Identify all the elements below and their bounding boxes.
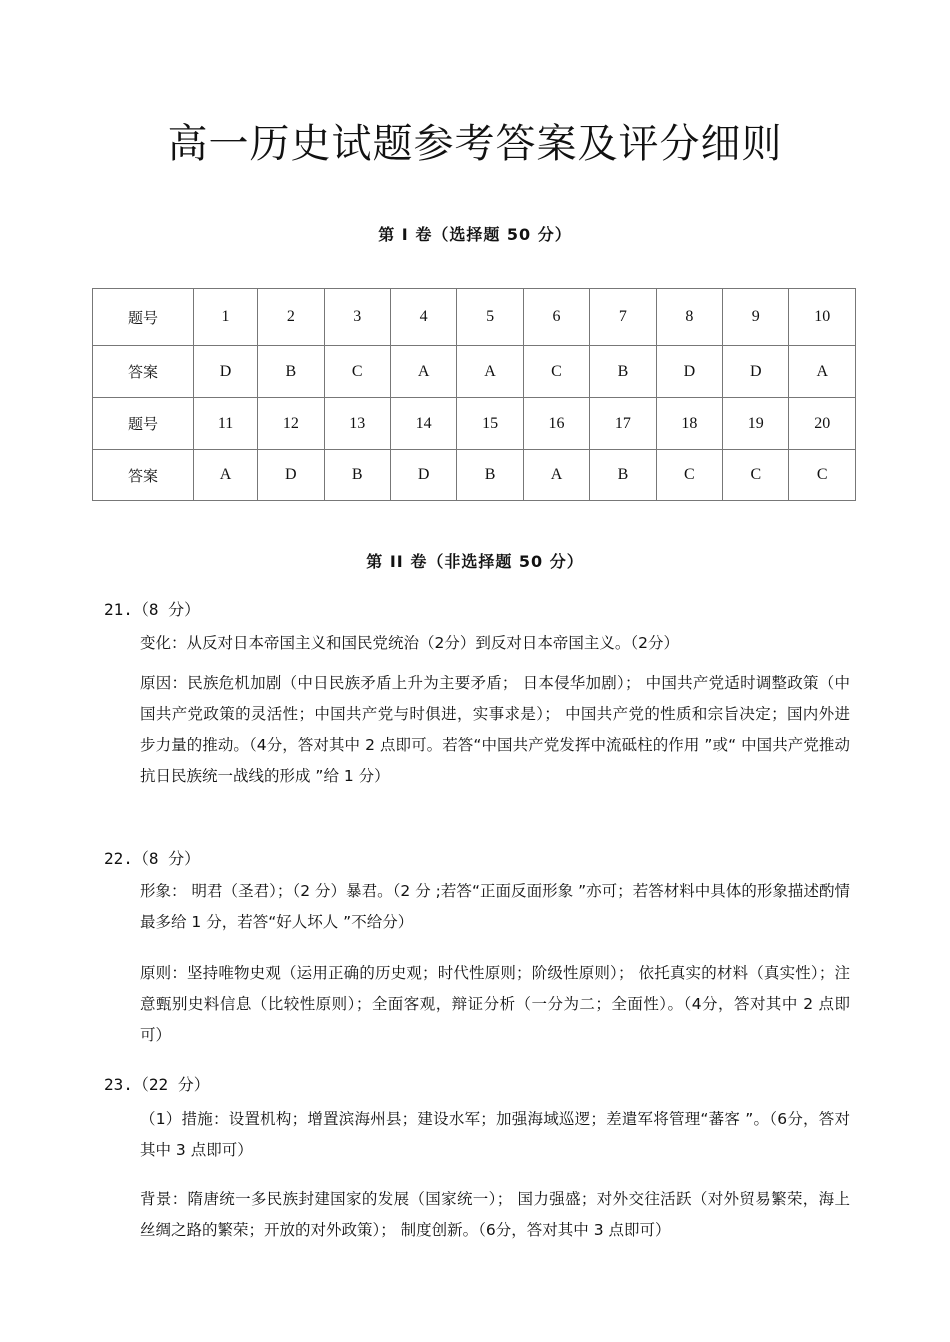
table-cell: C: [723, 450, 789, 501]
question-21-change: [104, 628, 850, 659]
answer-table: [92, 288, 856, 501]
table-cell: B: [457, 450, 523, 501]
table-cell: D: [723, 346, 789, 398]
table-cell: 6: [523, 289, 589, 346]
row-label: 答案: [93, 346, 194, 398]
table-cell: 8: [656, 289, 722, 346]
question-23-heading: 23.（22 分）: [104, 1075, 210, 1094]
table-cell: C: [656, 450, 722, 501]
table-cell: 13: [324, 398, 390, 450]
question-22-image: [104, 876, 850, 938]
question-23-background: [104, 1184, 850, 1246]
table-cell: 14: [390, 398, 456, 450]
table-cell: D: [194, 346, 258, 398]
table-cell: A: [457, 346, 523, 398]
table-cell: 15: [457, 398, 523, 450]
paragraph-text: （1）措施：设置机构；增置滨海州县；建设水军；加强海域巡逻；差遣军将管理“蕃客 ”。（6分，答对其中 3 点即可）: [140, 1110, 850, 1159]
paragraph-text: 原则：坚持唯物史观（运用正确的历史观；时代性原则；阶级性原则）； 依托真实的材料（真实性）；注意甄别史料信息（比较性原则）；全面客观，辩证分析（一分为二；全面性）。（4分，答对其中 2 点即可）: [140, 964, 850, 1044]
table-cell: A: [523, 450, 589, 501]
paragraph-text: 变化：从反对日本帝国主义和国民党统治（2分）到反对日本帝国主义。（2分）: [140, 634, 679, 652]
table-cell: D: [390, 450, 456, 501]
table-row: [93, 450, 856, 501]
table-cell: D: [258, 450, 324, 501]
table-cell: 19: [723, 398, 789, 450]
table-cell: 4: [390, 289, 456, 346]
question-22-principle: [104, 958, 850, 1051]
table-cell: 17: [590, 398, 656, 450]
paragraph-text: 背景：隋唐统一多民族封建国家的发展（国家统一）； 国力强盛；对外交往活跃（对外贸易繁荣，海上丝绸之路的繁荣；开放的对外政策）； 制度创新。（6分，答对其中 3 点即可）: [140, 1190, 850, 1239]
row-label: 题号: [93, 398, 194, 450]
question-21-reason: [104, 668, 850, 792]
row-label: 答案: [93, 450, 194, 501]
table-cell: 7: [590, 289, 656, 346]
paragraph-text: 形象： 明君（圣君）；（2 分）暴君。（2 分 ;若答“正面反面形象 ”亦可；若答材料中具体的形象描述酌情最多给 1 分，若答“好人坏人 ”不给分）: [140, 882, 850, 931]
table-cell: D: [656, 346, 722, 398]
question-23-measures: [104, 1104, 850, 1166]
table-cell: 12: [258, 398, 324, 450]
paragraph-text: 原因：民族危机加剧（中日民族矛盾上升为主要矛盾； 日本侵华加剧）； 中国共产党适时调整政策（中国共产党政策的灵活性；中国共产党与时俱进，实事求是）； 中国共产党的性质和宗旨决定；国内外进步力量的推动。（4分，答对其中 2 点即可。若答“中国共产党发挥中流砥柱的作用 ”或“ 中国共产党推动抗日民族统一战线的形成 ”给 1 分）: [140, 674, 850, 785]
table-cell: 20: [789, 398, 856, 450]
table-cell: 16: [523, 398, 589, 450]
table-cell: B: [324, 450, 390, 501]
table-cell: B: [590, 346, 656, 398]
table-cell: B: [258, 346, 324, 398]
table-cell: A: [789, 346, 856, 398]
table-cell: C: [789, 450, 856, 501]
question-21-heading: 21.（8 分）: [104, 600, 201, 619]
table-row: [93, 398, 856, 450]
table-row: [93, 346, 856, 398]
question-22-heading: 22.（8 分）: [104, 849, 201, 868]
table-cell: 9: [723, 289, 789, 346]
row-label: 题号: [93, 289, 194, 346]
section-heading-part1: 第 I 卷（选择题 50 分）: [378, 225, 572, 244]
table-cell: 10: [789, 289, 856, 346]
table-cell: C: [324, 346, 390, 398]
table-cell: A: [194, 450, 258, 501]
section-heading-part2: 第 II 卷（非选择题 50 分）: [366, 552, 584, 571]
table-cell: B: [590, 450, 656, 501]
table-cell: 2: [258, 289, 324, 346]
table-row: [93, 289, 856, 346]
table-cell: 5: [457, 289, 523, 346]
table-cell: C: [523, 346, 589, 398]
page-title: 高一历史试题参考答案及评分细则: [167, 121, 783, 167]
table-cell: 18: [656, 398, 722, 450]
table-cell: 11: [194, 398, 258, 450]
table-cell: 3: [324, 289, 390, 346]
table-cell: 1: [194, 289, 258, 346]
table-cell: A: [390, 346, 456, 398]
